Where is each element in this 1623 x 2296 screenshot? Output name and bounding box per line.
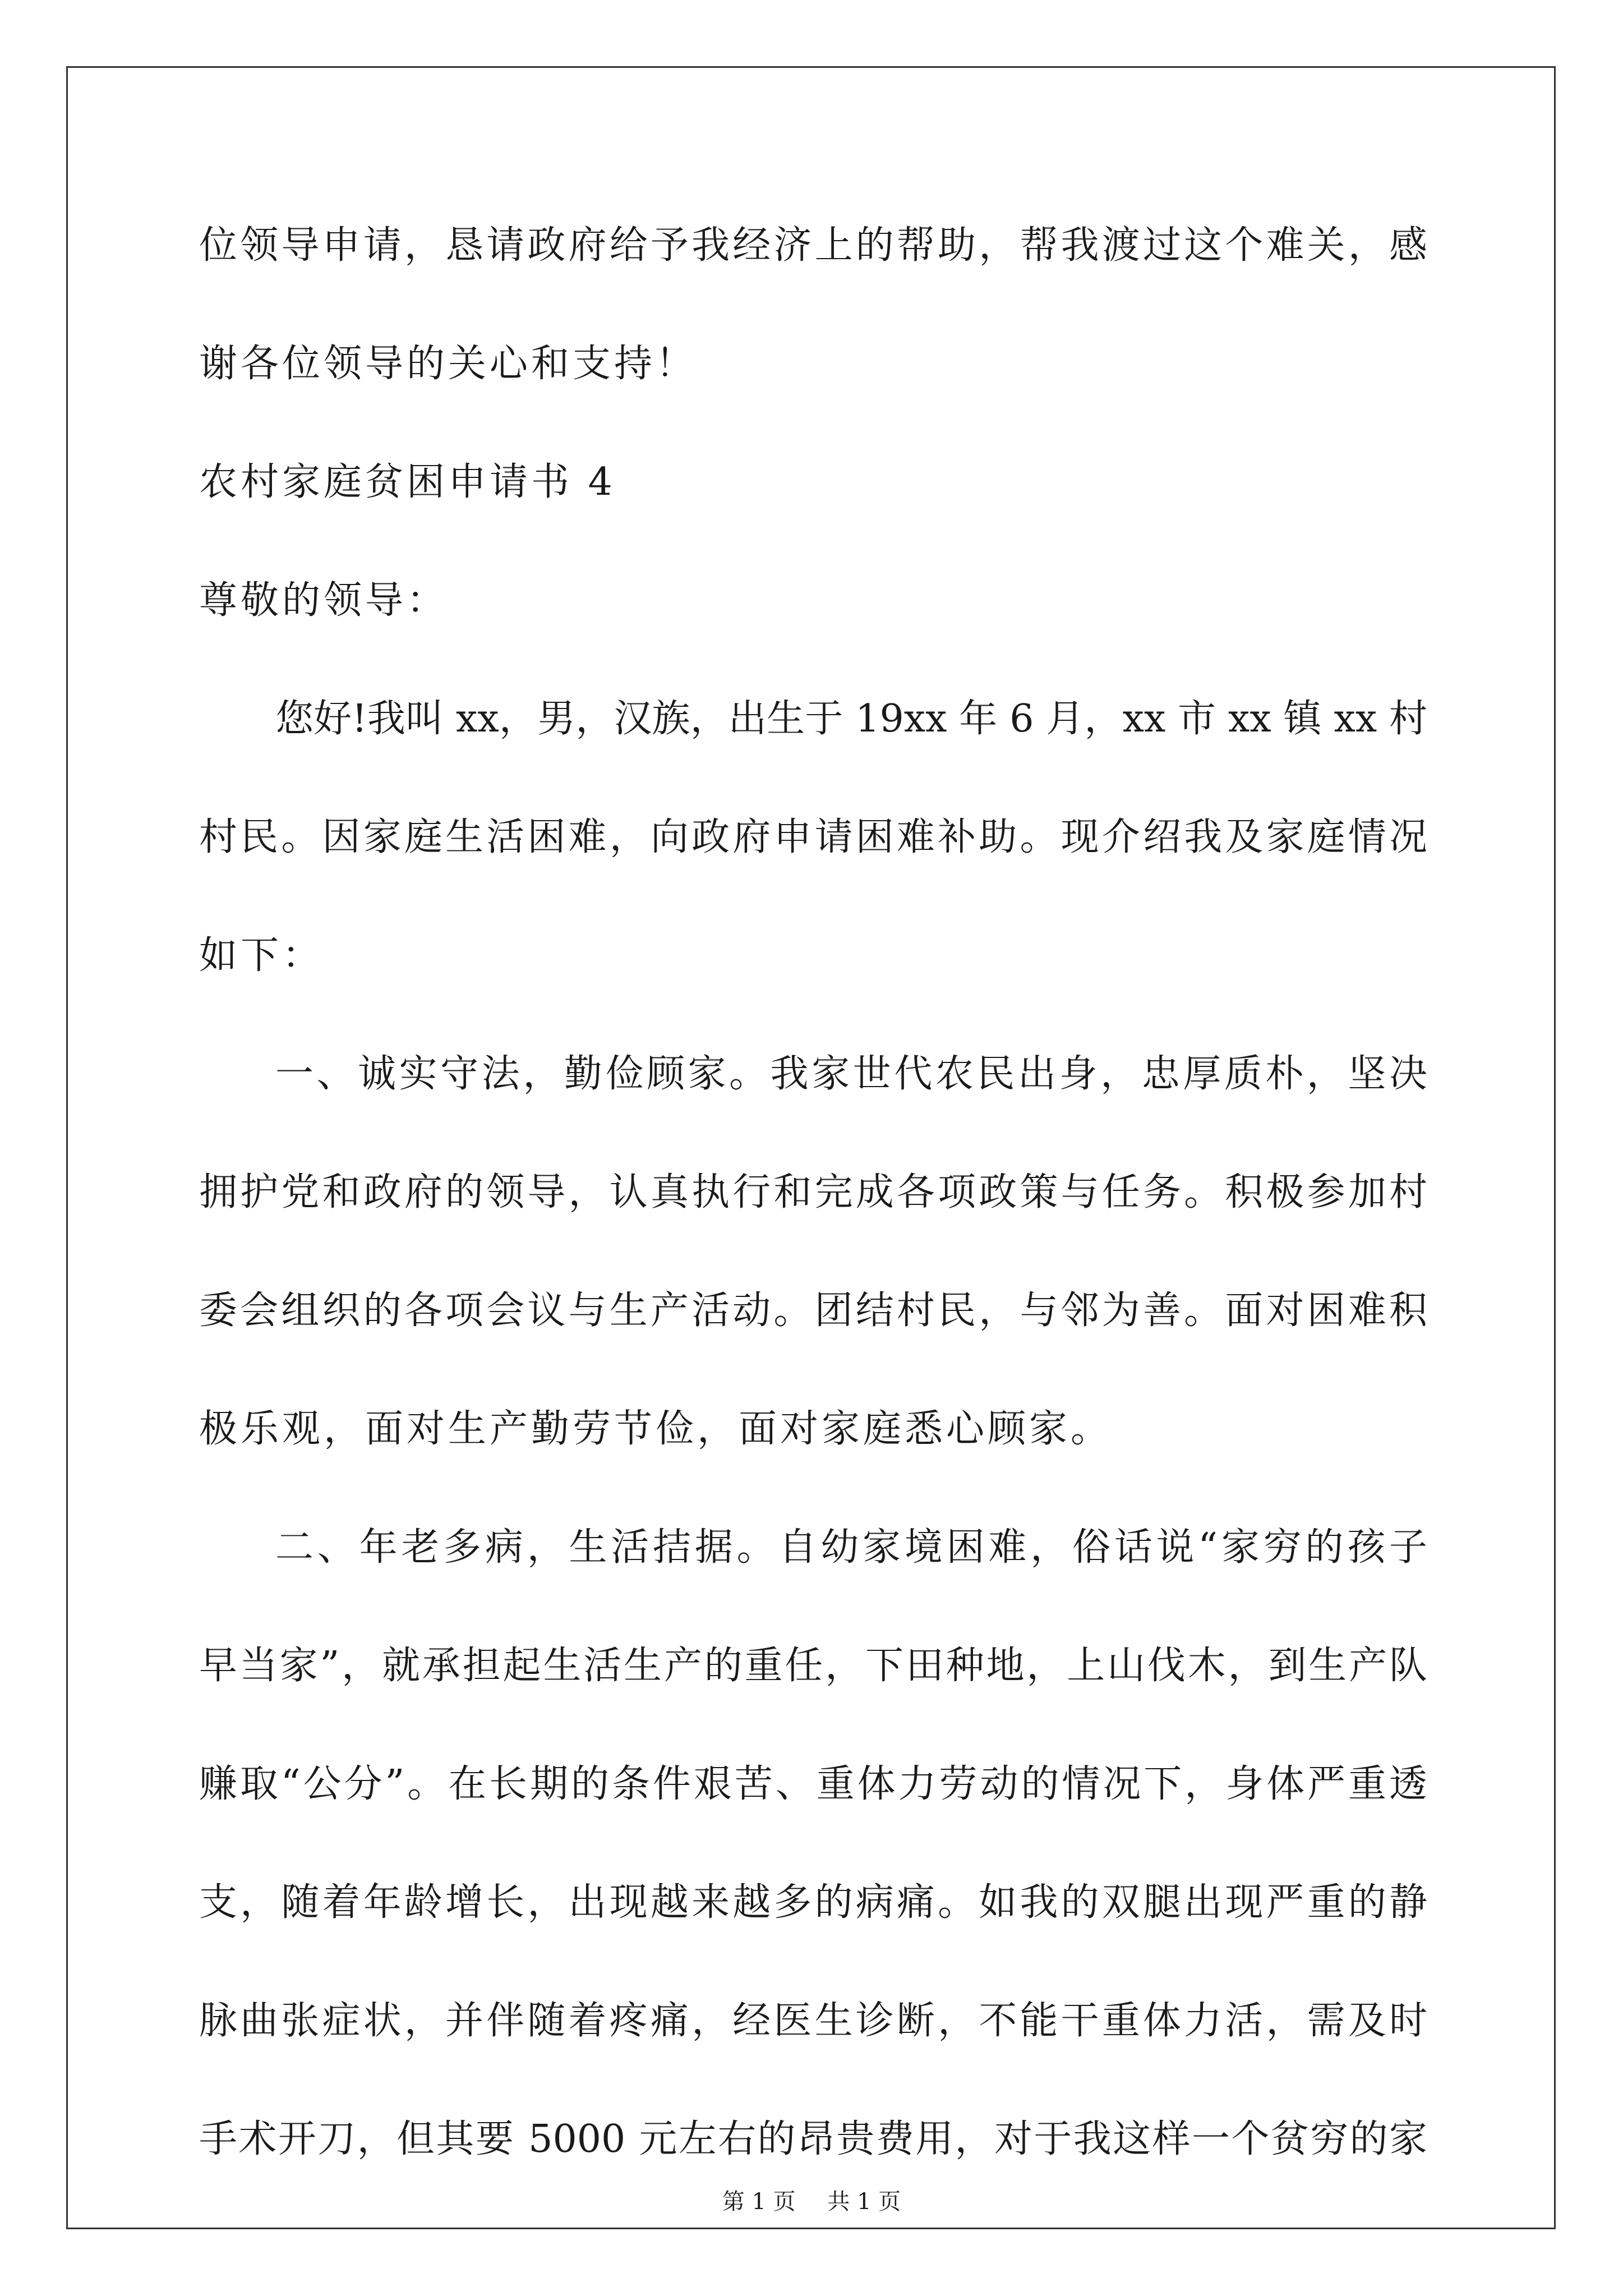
body-line: 极乐观，面对生产勤劳节俭，面对家庭悉心顾家。 bbox=[199, 1407, 1113, 1451]
body-line: 谢各位领导的关心和支持！ bbox=[199, 342, 698, 386]
body-line: 脉曲张症状，并伴随着疼痛，经医生诊断，不能干重体力活，需及时 bbox=[199, 1999, 1427, 2043]
body-line: 手术开刀，但其要 5000 元左右的昂贵费用，对于我这样一个贫穷的家 bbox=[199, 2117, 1427, 2161]
page-total: 共 1 页 bbox=[827, 2189, 901, 2215]
body-line: 二、年老多病，生活拮据。自幼家境困难，俗话说“家穷的孩子 bbox=[275, 1525, 1427, 1570]
body-line: 您好!我叫 xx，男，汉族，出生于 19xx 年 6 月，xx 市 xx 镇 xx 村 bbox=[275, 697, 1427, 741]
body-line: 村民。因家庭生活困难，向政府申请困难补助。现介绍我及家庭情况 bbox=[199, 815, 1427, 859]
body-line: 赚取“公分”。在长期的条件艰苦、重体力劳动的情况下，身体严重透 bbox=[199, 1762, 1427, 1806]
body-line: 支，随着年龄增长，出现越来越多的病痛。如我的双腿出现严重的静 bbox=[199, 1880, 1427, 1925]
body-line: 如下： bbox=[199, 933, 324, 978]
body-line: 委会组织的各项会议与生产活动。团结村民，与邻为善。面对困难积 bbox=[199, 1289, 1427, 1333]
body-line: 早当家”，就承担起生活生产的重任，下田种地，上山伐木，到生产队 bbox=[199, 1644, 1427, 1688]
document-body bbox=[199, 212, 1427, 2224]
salutation: 尊敬的领导： bbox=[199, 578, 449, 623]
body-line: 一、诚实守法，勤俭顾家。我家世代农民出身，忠厚质朴，坚决 bbox=[275, 1052, 1427, 1096]
section-title: 农村家庭贫困申请书 4 bbox=[199, 460, 616, 504]
body-line: 位领导申请，恳请政府给予我经济上的帮助，帮我渡过这个难关，感 bbox=[199, 223, 1427, 268]
page-number: 第 1 页 bbox=[722, 2189, 796, 2215]
body-line: 拥护党和政府的领导，认真执行和完成各项政策与任务。积极参加村 bbox=[199, 1170, 1427, 1214]
page-footer bbox=[0, 2185, 1623, 2219]
